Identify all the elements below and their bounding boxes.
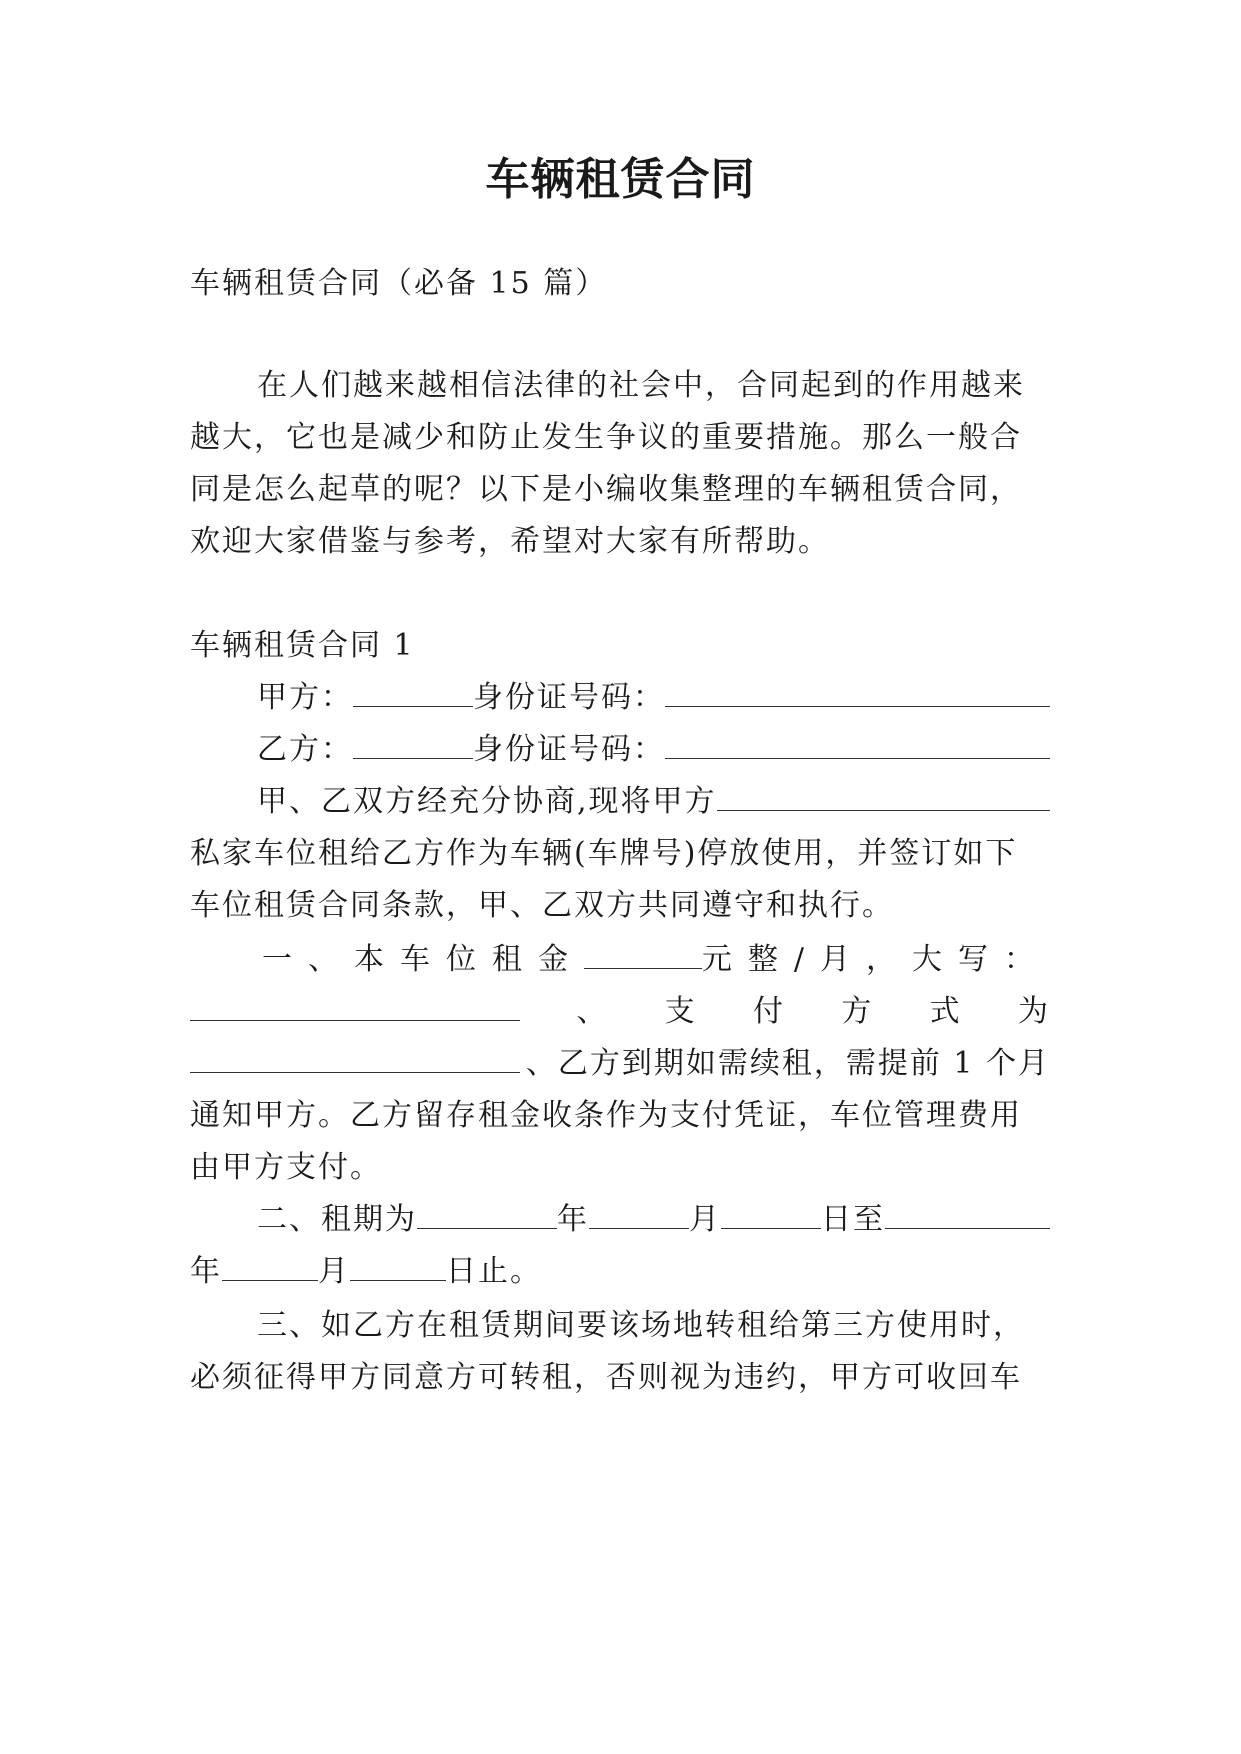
clause2-year-1: 年 <box>557 1202 589 1237</box>
agreement-start-line <box>257 782 1050 822</box>
clause2-line-2 <box>190 1252 1050 1292</box>
clause3-line-1: 三、如乙方在租赁期间要该场地转租给第三方使用时， <box>257 1308 1025 1343</box>
intro-line-2: 越大，它也是减少和防止发生争议的重要措施。那么一般合 <box>190 420 1022 455</box>
clause1-pay-word-3: 方 <box>841 994 874 1029</box>
clause2-start-month-blank <box>589 1200 689 1229</box>
clause1-part1: 一、本车位租金 <box>262 942 584 977</box>
agreement-start-text: 甲、乙双方经充分协商,现将甲方 <box>257 784 717 819</box>
intro-line-1: 在人们越来越相信法律的社会中，合同起到的作用越来 <box>257 368 1025 403</box>
agreement-line-1: 私家车位租给乙方作为车辆(车牌号)停放使用，并签订如下 <box>190 836 1018 871</box>
document-title: 车辆租赁合同 <box>485 154 756 205</box>
clause2-prefix: 二、租期为 <box>257 1202 417 1237</box>
agreement-location-blank <box>717 782 1050 811</box>
clause1-part2: 元整/月，大写： <box>701 942 1050 977</box>
clause2-start-day-blank <box>721 1200 821 1229</box>
clause1-capital-blank <box>190 992 520 1021</box>
clause1-line-3 <box>190 1044 1050 1084</box>
agreement-line-2: 车位租赁合同条款，甲、乙双方共同遵守和执行。 <box>190 888 894 923</box>
party-a-id-blank <box>665 678 1050 707</box>
clause1-line-2 <box>190 992 1050 1032</box>
party-a-line <box>257 678 1050 718</box>
party-a-name-blank <box>353 678 473 707</box>
clause1-rent-blank <box>584 940 702 969</box>
clause1-line-4: 通知甲方。乙方留存租金收条作为支付凭证，车位管理费用 <box>190 1098 1022 1133</box>
clause2-year-2: 年 <box>190 1254 222 1289</box>
clause1-pay-word-2: 付 <box>752 994 785 1029</box>
party-b-line <box>257 730 1050 770</box>
clause2-end-year-blank <box>885 1200 1050 1229</box>
clause2-day-to: 日至 <box>821 1202 885 1237</box>
clause3-line-2: 必须征得甲方同意方可转租，否则视为违约，甲方可收回车 <box>190 1360 1022 1395</box>
clause2-day-end: 日止。 <box>446 1254 542 1289</box>
section-heading: 车辆租赁合同 1 <box>190 628 415 663</box>
clause1-pay-word-5: 为 <box>1017 994 1050 1029</box>
clause1-pay-word-1: 支 <box>664 994 697 1029</box>
clause1-part3: 、乙方到期如需续租，需提前 1 个月 <box>525 1046 1050 1081</box>
intro-line-4: 欢迎大家借鉴与参考，希望对大家有所帮助。 <box>190 524 830 559</box>
clause2-start-year-blank <box>417 1200 557 1229</box>
party-b-label: 乙方： <box>257 732 353 767</box>
clause2-month-2: 月 <box>318 1254 350 1289</box>
clause2-end-month-blank <box>222 1252 318 1281</box>
party-b-id-blank <box>665 730 1050 759</box>
intro-line-3: 同是怎么起草的呢？以下是小编收集整理的车辆租赁合同， <box>190 472 1022 507</box>
clause1-line-5: 由甲方支付。 <box>190 1150 382 1185</box>
clause2-end-day-blank <box>350 1252 446 1281</box>
clause1-payment-blank <box>190 1044 520 1073</box>
party-b-name-blank <box>353 730 473 759</box>
clause2-line-1 <box>257 1200 1050 1240</box>
clause1-pay-word-4: 式 <box>929 994 962 1029</box>
party-a-id-label: 身份证号码： <box>473 680 665 715</box>
document-subtitle: 车辆租赁合同（必备 15 篇） <box>190 266 608 301</box>
clause1-line-1 <box>262 940 1050 980</box>
clause1-sep: 、 <box>576 994 609 1029</box>
party-a-label: 甲方： <box>257 680 353 715</box>
clause2-month-1: 月 <box>689 1202 721 1237</box>
party-b-id-label: 身份证号码： <box>473 732 665 767</box>
